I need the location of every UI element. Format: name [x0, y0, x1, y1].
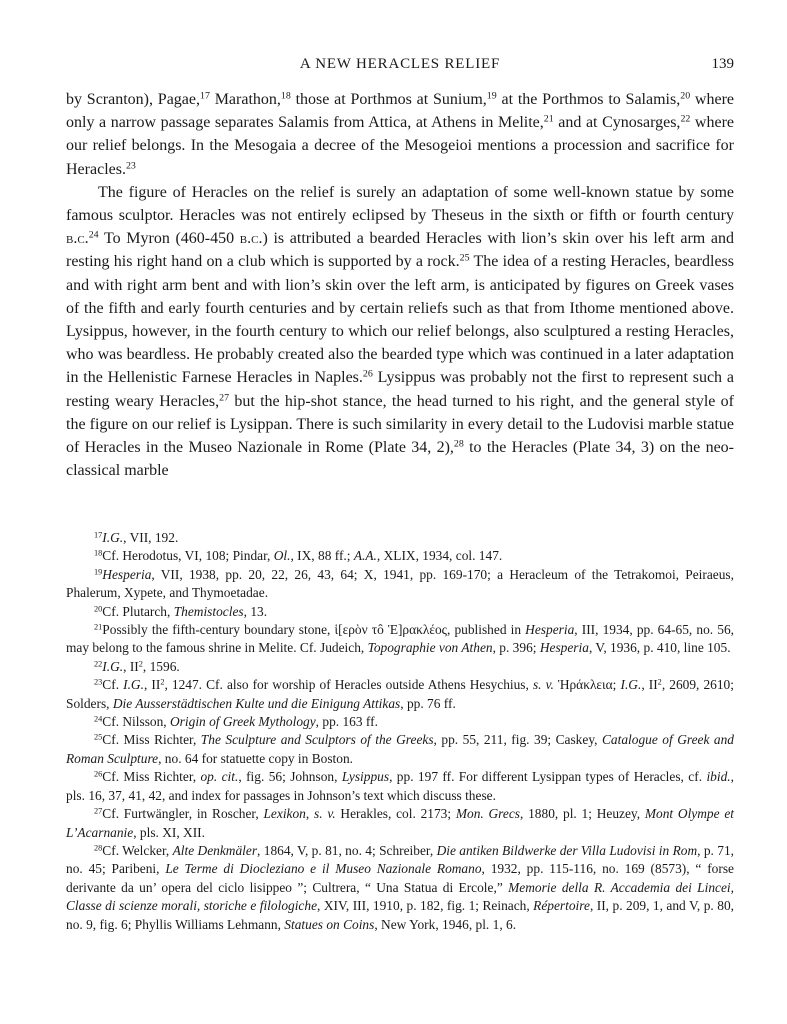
text-run: , pls. 16, 37, 41, 42, and index for passages in Johnson’s text which discuss these. — [66, 769, 734, 803]
text-run: , 1864, V, p. 81, no. 4; Schreiber, — [257, 842, 437, 858]
text-run: , II — [641, 677, 658, 693]
italic-text: Hesperia — [102, 566, 152, 582]
italic-text: Hesperia — [525, 622, 575, 638]
small-caps-text: b.c. — [66, 230, 89, 248]
text-run: Herakles, col. 2173; — [335, 806, 456, 822]
text-run: , 13. — [243, 603, 268, 619]
italic-text: Lysippus — [341, 769, 390, 785]
text-run: Cf. Herodotus, VI, 108; Pindar, — [102, 548, 274, 564]
text-run: , p. 71, no. 45; Paribeni, — [66, 842, 735, 877]
italic-text: I.G. — [102, 530, 124, 545]
text-run: , no. 64 for statuette copy in Boston. — [158, 750, 353, 766]
footnote-number: 28 — [94, 843, 103, 853]
text-run: to the Heracles (Plate 34, 3) on the neo-classical marble — [66, 439, 735, 480]
text-run: ) is attributed a bearded Heracles with lion’s skin over his left arm and resting his right hand on a club which is supported by a rock. — [66, 230, 735, 271]
page-number: 139 — [711, 56, 734, 72]
footnote — [66, 603, 734, 621]
text-run: Cf. Miss Richter, — [102, 732, 201, 748]
footnote-ref: 21 — [543, 113, 554, 125]
italic-text: Die Ausserstädtischen Kulte und die Einigung Attikas — [112, 695, 401, 711]
text-run: those at Porthmos at Sunium, — [290, 91, 487, 108]
running-head-title: A NEW HERACLES RELIEF — [299, 56, 501, 72]
italic-text: Themistocles — [173, 603, 244, 619]
footnote-ref: 18 — [280, 90, 291, 102]
footnote-number: 24 — [94, 714, 103, 724]
italic-text: Alte Denkmäler — [172, 842, 258, 858]
footnote — [66, 731, 734, 768]
footnote-ref: 27 — [219, 392, 230, 404]
text-run: Cf. — [102, 677, 124, 693]
footnote-ref: 25 — [459, 252, 470, 264]
footnote-number: 25 — [94, 732, 103, 742]
footnote — [66, 658, 734, 676]
footnote — [66, 842, 734, 934]
text-run: where only a narrow passage separates Salamis from Attica, at Athens in Melite, — [66, 91, 735, 132]
footnote-ref: 2 — [160, 677, 165, 687]
footnote — [66, 713, 734, 731]
italic-text: Hesperia — [539, 640, 589, 656]
text-run: , — [305, 806, 314, 822]
footnote-number: 17 — [94, 530, 103, 540]
text-run: , pp. 163 ff. — [315, 714, 378, 730]
text-run: Cf. Plutarch, — [102, 603, 174, 619]
italic-text: Mon. Grecs — [455, 806, 520, 822]
italic-text: Statues on Coins — [284, 916, 375, 932]
footnote — [66, 768, 734, 805]
text-run: , IX, 88 ff.; — [290, 548, 354, 564]
body-paragraph — [66, 181, 734, 483]
text-run: and at Cynosarges, — [553, 114, 681, 132]
text-run: Lysippus was probably not the first to represent such a resting weary Heracles, — [66, 369, 734, 410]
text-run: , 1596. — [142, 658, 180, 674]
footnote-ref: 22 — [680, 113, 691, 125]
italic-text: A.A. — [353, 548, 377, 564]
italic-text: Topographie von Athen — [367, 640, 493, 656]
footnote-number: 22 — [94, 659, 103, 669]
footnote — [66, 547, 734, 565]
footnote-ref: 24 — [88, 229, 99, 241]
footnote-number: 19 — [94, 567, 103, 577]
running-head — [66, 56, 734, 78]
text-run: , New York, 1946, pl. 1, 6. — [374, 916, 517, 932]
text-run: Cf. Furtwängler, in Roscher, — [102, 806, 264, 822]
italic-text: Lexikon — [263, 806, 306, 822]
text-run: , II — [143, 677, 161, 693]
footnote-number: 27 — [94, 806, 103, 816]
text-run: Possibly the fifth-century boundary stone, ἱ[ερὸν τô Ἑ]ρακλέος, published in — [102, 622, 526, 638]
text-run: , XLIX, 1934, col. 147. — [376, 548, 503, 564]
text-run: Marathon, — [209, 91, 281, 108]
italic-text: The Sculpture and Sculptors of the Greeks — [200, 732, 434, 748]
text-run: Cf. Miss Richter, — [102, 769, 201, 785]
text-run: , fig. 56; Johnson, — [238, 769, 342, 785]
text-run: , III, 1934, pp. 64-65, no. 56, may belong to the famous shrine in Melite. Cf. Judeich, — [66, 622, 734, 656]
italic-text: op. cit. — [200, 769, 239, 785]
italic-text: I.G. — [102, 658, 124, 674]
text-run: , pp. 55, 211, fig. 39; Caskey, — [433, 732, 602, 748]
text-run: at the Porthmos to Salamis, — [496, 91, 681, 108]
text-run: where our relief belongs. In the Mesogaia a decree of the Mesogeioi mentions a procession and sacrifice for Heracles. — [66, 114, 735, 178]
text-run: , XIV, III, 1910, p. 182, fig. 1; Reinach, — [317, 898, 534, 914]
text-run: The figure of Heracles on the relief is surely an adaptation of some well-known statue by some famous sculptor. Heracles was not entirely eclipsed by Theseus in the sixth or fifth or fourth century — [66, 183, 734, 225]
footnote-number: 23 — [94, 677, 103, 687]
body-text — [66, 88, 734, 482]
text-run: , 2609, 2610; Solders, — [66, 677, 734, 711]
footnote — [66, 529, 734, 547]
italic-text: Origin of Greek Mythology — [170, 714, 316, 730]
text-run: , VII, 1938, pp. 20, 22, 26, 43, 64; X, 1941, pp. 169-170; a Heracleum of the Tetrakomoi, Peiraeus, Phalerum, Xypete, and Thymoetadae. — [66, 566, 734, 601]
footnote-ref: 17 — [200, 90, 210, 102]
text-run: , p. 396; — [492, 640, 540, 656]
text-run: , V, 1936, p. 410, line 105. — [588, 640, 731, 656]
footnote-ref: 19 — [486, 90, 497, 102]
italic-text: Mont Olympe et L’Acarnanie — [66, 806, 734, 840]
footnote-number: 26 — [94, 769, 103, 779]
text-run: , 1247. Cf. also for worship of Heracles outside Athens Hesychius, — [164, 677, 533, 693]
italic-text: Le Terme di Diocleziano e il Museo Nazionale Romano — [165, 861, 482, 877]
italic-text: Répertoire — [533, 898, 590, 914]
italic-text: Die antiken Bildwerke der Villa Ludovisi in Rom — [436, 842, 698, 858]
footnote-ref: 20 — [680, 90, 691, 102]
body-paragraph — [66, 88, 734, 181]
text-run: , II, p. 209, 1, and V, p. 80, no. 9, fig. 6; Phyllis Williams Lehmann, — [66, 898, 734, 932]
footnote-number: 20 — [94, 604, 103, 614]
text-run: by Scranton), Pagae, — [66, 91, 200, 108]
text-run: , 1880, pl. 1; Heuzey, — [520, 806, 645, 822]
italic-text: I.G. — [123, 677, 144, 693]
text-run: Cf. Welcker, — [102, 842, 173, 858]
footnote — [66, 805, 734, 842]
italic-text: s. v. — [532, 677, 554, 693]
italic-text: Ol. — [273, 548, 291, 564]
text-run: , pp. 197 ff. For different Lysippan types of Heracles, cf. — [389, 769, 707, 785]
footnotes — [66, 529, 734, 934]
footnote-ref: 23 — [125, 160, 136, 172]
footnote-ref: 26 — [362, 368, 373, 380]
text-run: , pls. XI, XII. — [133, 824, 205, 840]
footnote-number: 18 — [94, 548, 103, 558]
italic-text: s. v. — [314, 806, 336, 822]
text-run: Ἡράκλεια; — [553, 677, 621, 693]
italic-text: ibid. — [706, 769, 731, 785]
italic-text: Memorie della R. Accademia dei Lincei, Classe di scienze morali, storiche e filologiche — [66, 879, 734, 914]
footnote-number: 21 — [94, 622, 103, 632]
text-run: Cf. Nilsson, — [102, 714, 171, 730]
text-run: , 1932, pp. 115-116, no. 169 (8573), “ forse derivante da un’ opera del ciclo lisippeo ”; Cultrera, “ Una Statua di Ercole,” — [66, 861, 734, 895]
text-run: , II — [123, 658, 139, 674]
footnote-ref: 28 — [453, 438, 464, 450]
footnote — [66, 676, 734, 713]
text-run: The idea of a resting Heracles, beardless and with right arm bent and with lion’s skin over the left arm, is anticipated by figures on Greek vases of the fifth and early fourth centuries and by certain reliefs such as that from Ithome mentioned above. Lysippus, however, in the fourth century to which our relief belongs, also sculptured a resting Heracles, who was beardless. He probably created also the bearded type which was continued in a later adaptation in the Hellenistic Farnese Heracles in Naples. — [66, 253, 735, 387]
text-run: , pp. 76 ff. — [400, 695, 456, 711]
text-run: , VII, 192. — [123, 530, 179, 545]
footnote — [66, 566, 734, 603]
small-caps-text: b.c. — [239, 230, 263, 248]
footnote — [66, 621, 734, 658]
footnote-ref: 2 — [657, 677, 662, 687]
footnote-ref: 2 — [138, 659, 143, 669]
text-run: To Myron (460-450 — [98, 230, 240, 248]
text-run: but the hip-shot stance, the head turned to his right, and the general style of the figure on our relief is Lysippan. There is such similarity in every detail to the Ludovisi marble statue of Heracles in the Museo Nazionale in Rome (Plate 34, 2), — [66, 392, 735, 457]
italic-text: Catalogue of Greek and Roman Sculpture — [66, 732, 734, 766]
italic-text: I.G. — [620, 677, 642, 693]
